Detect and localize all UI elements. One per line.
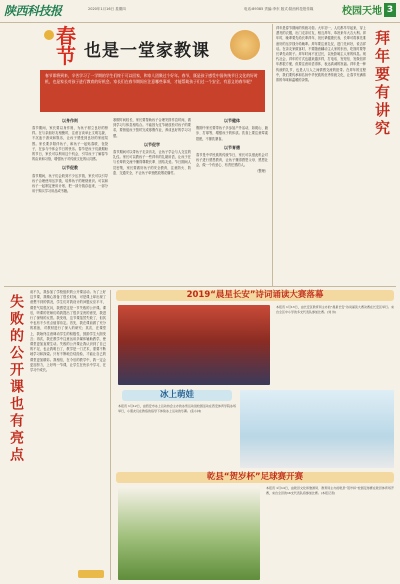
lower-left-article-body: 前不久，我参加了学校组织的公开课活动。为了上好这节课，我精心准备了很长时间，可是课上却出现了意想不到的情况，学生们对我设计的问题反应平平，课堂气氛很沉闷，我感觉这是一节失败的公开课。课后，听课的老师们给我提出了很多宝贵的意见，我进行了深刻的反思。我发现，这节课虽然失败了，但其中也有不少亮点值得肯定。首先，我在课前做了充分的准备，对教材进行了深入的研究；其次，在课堂上，我始终注意调动学生的积极性，鼓励学生大胆发言；再次，我在教学中注意运用多媒体辅助教学，使课堂更加直观生动。失败的公开课让我认识到了自己的不足，也让我明白了，教学是一门艺术，需要不断地学习和探索。只有不断地总结经验，才能让自己的课堂更加精彩。我相信，在今后的教学中，我一定会更加努力，上好每一节课，让学生在快乐中学习，在学习中成长。: [30, 290, 106, 373]
section-divider: [4, 286, 396, 287]
football-match-photo: [118, 486, 260, 580]
subhead-c: 以节促学: [144, 141, 160, 147]
subhead-a: 以身作则: [62, 118, 78, 123]
headline-spring: 春节: [56, 24, 76, 68]
subhead-e: 以节育德: [224, 144, 240, 150]
classroom-logo: [78, 570, 104, 578]
banner-poetry: 2019“晨星长安”诗词诵读大赛落幕: [116, 290, 394, 301]
masthead: [0, 0, 400, 23]
article-column-3: 以节健体 假期中家长要带孩子多参加户外活动，如爬山、跑步、打球等，增强孩子的体质。饮食上要注意荤素搭配，不暴饮暴食。 以节育德 春节是中华民族的传统节日，家长可以借此机会对孩子进行感恩教育，让孩子懂得感恩父母、感恩社会，做一个有爱心、有责任感的人。 （整理）: [196, 118, 268, 173]
lantern-icon: [44, 30, 54, 40]
subhead-b: 以节促教: [62, 165, 78, 171]
poetry-contest-photo: [118, 305, 270, 385]
headline-title: 也是一堂家教课: [84, 41, 210, 61]
issue-date: 2020年1月16日 星期四: [88, 7, 126, 11]
banner-football: 乾县“贺岁杯”足球赛开赛: [116, 472, 394, 483]
headline-intro: 春节即将到来，辛苦学习了一学期的学生们终于可以回家，和家人团聚过个好年。春节，既是孩子感受中国传统节日文化的好时机，也是家长对孩子进行教育的好机会。家长们在春节期间应注意哪些事项，才能帮助孩子们过一个安全、有意义的春节呢？: [40, 70, 265, 112]
banner-ice: 冰上萌娃: [122, 390, 232, 401]
editor-info: 电话:89385 责编:李东 版式:陕西科技报传媒: [244, 7, 314, 11]
left-vertical-title: 失败的公开课也有亮点: [8, 294, 24, 464]
column-divider: [272, 24, 273, 286]
right-article-body: 拜年是春节期间的传统习俗。大年初一，人们都早早起来，穿上漂亮的衣服，出门走亲访友，相互拜年，恭祝来年大吉大利。拜年时，晚辈要先给长辈拜年，祝长辈健康长寿，长辈可将事先准备好的压岁钱分给晚辈。拜年要注意礼仪，进门先问好，说吉祥话。在亲友家做客时，不要随意翻动主人家的东西，吃饭时要等长辈先动筷子。拜年时间不宜过长，以免影响主人家的休息。现代社会，拜年的方式也越来越多样，打电话、发短信、发微信拜年都很方便，但要注意用语得体，表达真诚的祝福。拜年是一种传统的礼节，也是人与人之间情感交流的纽带。在拜年的过程中，我们要传承和弘扬中华民族的优秀传统文化，让春节充满浓浓的年味和温暖的亲情。: [276, 26, 366, 83]
article-column-1: 春节期间，家长要以身作则，为孩子树立良好的榜样。在与亲朋好友相聚时，注意言谈举止文明礼貌，不沉迷于游戏和娱乐，让孩子感受到良好的家庭氛围。家长要多陪伴孩子，和孩子一起贴春联、包饺子，在参与中体会节日的快乐。春节是孩子们最期盼的节日，家长可以利用这个机会，引导孩子了解春节的由来和习俗，增强孩子对传统文化的认同感。 以节促教 春节期间，孩子们会收到不少压岁钱，家长可以引导孩子合理使用压岁钱，培养孩子的理财意识。可以和孩子一起制定使用计划，把一部分钱存起来，一部分用于购买学习用品或书籍。: [32, 126, 108, 194]
section-title: 校园天地: [342, 6, 382, 17]
page-number: 3: [384, 3, 396, 17]
decoration-image: [230, 30, 260, 60]
subhead-d: 以节健体: [224, 118, 240, 123]
right-vertical-title: 拜年要有讲究: [373, 30, 391, 138]
ice-skating-photo: [240, 390, 394, 468]
article-column-2: 寒假时间较长，家长要帮助孩子合理安排作息时间，做到学习与休息相结合。不能因为过节就放松对孩子的要求，要督促孩子按时完成寒假作业，养成良好的学习习惯。 以节促学 春节期间可以带孩子走亲访友，让孩子学会与人交往的礼仪。家长可以教孩子一些拜年的礼貌用语，让孩子在与长辈的交流中懂得尊敬长辈、团结友爱。节日期间人员密集，家长要做好孩子的安全教育，注意防火、防盗、交通安全，不让孩子单独燃放烟花爆竹。: [113, 118, 191, 175]
poetry-caption: 本报讯 1月13日，由长安区教育局主办的“晨星长安”诗词诵读大赛决赛在长安区举行。来自全区中小学的多支代表队参加比赛。(刘 伟): [276, 305, 394, 314]
lower-column-divider: [110, 290, 111, 580]
article-end: （整理）: [255, 168, 268, 173]
ice-caption: 本报讯 1月12日，由西安市冰上运动协会主办的冰雪运动进校园活动在西安体育学院冰场举行，小朋友们在教练的指导下体验冰上运动的乐趣。(张小林): [118, 404, 236, 413]
newspaper-logo: 陕西科技报: [4, 4, 62, 18]
football-caption: 本报讯 1月14日，由乾县文化和旅游局、教育局主办的乾县“贺岁杯”校园足球赛在乾县体育场开赛，来自全县的16支代表队将参加比赛。(本报记者): [266, 486, 394, 495]
